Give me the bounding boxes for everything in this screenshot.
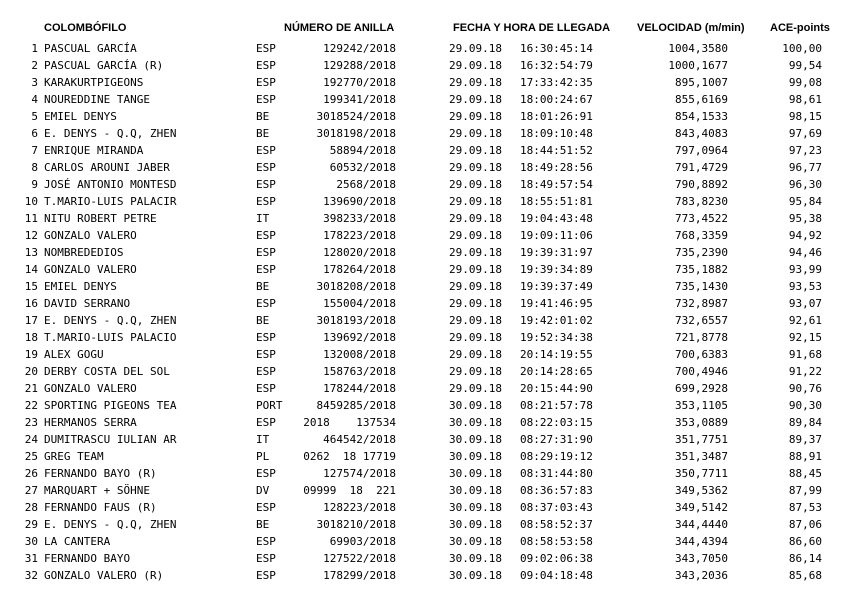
fancier-name-cell: FERNANDO BAYO (R) — [44, 467, 157, 480]
country-cell: PL — [256, 450, 270, 463]
table-row — [0, 210, 863, 227]
ace-points-cell: 98,15 — [788, 110, 822, 123]
arrival-time-cell: 17:33:42:35 — [520, 76, 593, 89]
arrival-time-cell: 08:36:57:83 — [520, 484, 593, 497]
ring-number-cell: 178244/2018 — [323, 382, 396, 395]
rank-cell: 9 — [31, 178, 38, 191]
arrival-date-cell: 29.09.18 — [449, 263, 502, 276]
arrival-date-cell: 30.09.18 — [449, 416, 502, 429]
speed-cell: 353,1105 — [675, 399, 728, 412]
rank-cell: 16 — [24, 297, 38, 310]
country-cell: BE — [256, 110, 270, 123]
table-row — [0, 499, 863, 516]
table-row — [0, 261, 863, 278]
fancier-name-cell: EMIEL DENYS — [44, 280, 117, 293]
rank-cell: 7 — [31, 144, 38, 157]
country-cell: ESP — [256, 416, 276, 429]
speed-cell: 843,4083 — [675, 127, 728, 140]
ace-points-cell: 91,68 — [788, 348, 822, 361]
arrival-time-cell: 09:02:06:38 — [520, 552, 593, 565]
table-row — [0, 414, 863, 431]
fancier-name-cell: HERMANOS SERRA — [44, 416, 137, 429]
arrival-date-cell: 29.09.18 — [449, 161, 502, 174]
ring-number-cell: 2018 137534 — [303, 416, 396, 429]
ring-number-cell: 127574/2018 — [323, 467, 396, 480]
rank-cell: 20 — [24, 365, 38, 378]
arrival-time-cell: 08:27:31:90 — [520, 433, 593, 446]
arrival-time-cell: 18:49:28:56 — [520, 161, 593, 174]
arrival-time-cell: 20:14:19:55 — [520, 348, 593, 361]
rank-cell: 22 — [24, 399, 38, 412]
rank-cell: 2 — [31, 59, 38, 72]
arrival-time-cell: 08:58:53:58 — [520, 535, 593, 548]
country-cell: ESP — [256, 76, 276, 89]
speed-cell: 895,1007 — [675, 76, 728, 89]
arrival-date-cell: 30.09.18 — [449, 484, 502, 497]
country-cell: ESP — [256, 229, 276, 242]
fancier-name-cell: NITU ROBERT PETRE — [44, 212, 157, 225]
table-row — [0, 533, 863, 550]
ring-number-cell: 398233/2018 — [323, 212, 396, 225]
speed-cell: 699,2928 — [675, 382, 728, 395]
fancier-name-cell: EMIEL DENYS — [44, 110, 117, 123]
arrival-date-cell: 30.09.18 — [449, 569, 502, 582]
ace-points-cell: 88,91 — [788, 450, 822, 463]
rank-cell: 18 — [24, 331, 38, 344]
ring-number-cell: 0262 18 17719 — [303, 450, 396, 463]
table-row — [0, 142, 863, 159]
country-cell: BE — [256, 127, 270, 140]
fancier-name-cell: ENRIQUE MIRANDA — [44, 144, 144, 157]
speed-cell: 783,8230 — [675, 195, 728, 208]
table-row — [0, 40, 863, 57]
table-row — [0, 363, 863, 380]
table-row — [0, 244, 863, 261]
header-arrival-datetime: FECHA Y HORA DE LLEGADA — [453, 22, 611, 34]
ace-points-cell: 94,46 — [788, 246, 822, 259]
country-cell: PORT — [256, 399, 283, 412]
arrival-time-cell: 08:58:52:37 — [520, 518, 593, 531]
table-row — [0, 159, 863, 176]
fancier-name-cell: T.MARIO-LUIS PALACIO — [44, 331, 177, 344]
header-ring-number: NÚMERO DE ANILLA — [284, 22, 395, 34]
ace-points-cell: 89,84 — [788, 416, 822, 429]
country-cell: ESP — [256, 263, 276, 276]
arrival-date-cell: 29.09.18 — [449, 93, 502, 106]
arrival-date-cell: 29.09.18 — [449, 76, 502, 89]
speed-cell: 721,8778 — [675, 331, 728, 344]
rank-cell: 23 — [24, 416, 38, 429]
table-row — [0, 176, 863, 193]
fancier-name-cell: NOMBREDEDIOS — [44, 246, 124, 259]
rank-cell: 13 — [24, 246, 38, 259]
speed-cell: 1000,1677 — [668, 59, 728, 72]
arrival-time-cell: 08:22:03:15 — [520, 416, 593, 429]
arrival-time-cell: 18:44:51:52 — [520, 144, 593, 157]
table-row — [0, 550, 863, 567]
speed-cell: 855,6169 — [675, 93, 728, 106]
ring-number-cell: 128020/2018 — [323, 246, 396, 259]
arrival-date-cell: 29.09.18 — [449, 348, 502, 361]
fancier-name-cell: NOUREDDINE TANGE — [44, 93, 150, 106]
ring-number-cell: 69903/2018 — [329, 535, 396, 548]
speed-cell: 343,7050 — [675, 552, 728, 565]
rank-cell: 1 — [31, 42, 38, 55]
ace-points-cell: 98,61 — [788, 93, 822, 106]
rank-cell: 25 — [24, 450, 38, 463]
ace-points-cell: 92,61 — [788, 314, 822, 327]
arrival-time-cell: 19:09:11:06 — [520, 229, 593, 242]
rank-cell: 30 — [24, 535, 38, 548]
arrival-time-cell: 18:00:24:67 — [520, 93, 593, 106]
header-speed: VELOCIDAD (m/min) — [637, 22, 745, 34]
ace-points-cell: 87,99 — [788, 484, 822, 497]
ace-points-cell: 94,92 — [788, 229, 822, 242]
fancier-name-cell: PASCUAL GARCÍA (R) — [44, 59, 164, 72]
ace-points-cell: 99,54 — [788, 59, 822, 72]
rank-cell: 29 — [24, 518, 38, 531]
arrival-time-cell: 19:42:01:02 — [520, 314, 593, 327]
table-row — [0, 108, 863, 125]
table-row — [0, 57, 863, 74]
table-row — [0, 346, 863, 363]
arrival-date-cell: 29.09.18 — [449, 59, 502, 72]
country-cell: ESP — [256, 348, 276, 361]
fancier-name-cell: MARQUART + SÖHNE — [44, 484, 150, 497]
ring-number-cell: 132008/2018 — [323, 348, 396, 361]
table-row — [0, 125, 863, 142]
ring-number-cell: 139692/2018 — [323, 331, 396, 344]
country-cell: ESP — [256, 365, 276, 378]
table-row — [0, 482, 863, 499]
fancier-name-cell: E. DENYS - Q.Q, ZHEN — [44, 314, 177, 327]
arrival-date-cell: 29.09.18 — [449, 382, 502, 395]
ace-points-cell: 93,07 — [788, 297, 822, 310]
speed-cell: 700,4946 — [675, 365, 728, 378]
speed-cell: 735,1430 — [675, 280, 728, 293]
speed-cell: 797,0964 — [675, 144, 728, 157]
fancier-name-cell: KARAKURTPIGEONS — [44, 76, 144, 89]
table-row — [0, 465, 863, 482]
arrival-time-cell: 08:31:44:80 — [520, 467, 593, 480]
arrival-date-cell: 29.09.18 — [449, 127, 502, 140]
ring-number-cell: 3018208/2018 — [316, 280, 396, 293]
ring-number-cell: 199341/2018 — [323, 93, 396, 106]
ring-number-cell: 178223/2018 — [323, 229, 396, 242]
country-cell: ESP — [256, 178, 276, 191]
arrival-date-cell: 29.09.18 — [449, 314, 502, 327]
arrival-date-cell: 29.09.18 — [449, 331, 502, 344]
ring-number-cell: 3018524/2018 — [316, 110, 396, 123]
arrival-date-cell: 29.09.18 — [449, 297, 502, 310]
country-cell: ESP — [256, 59, 276, 72]
arrival-time-cell: 19:52:34:38 — [520, 331, 593, 344]
speed-cell: 351,7751 — [675, 433, 728, 446]
ace-points-cell: 95,38 — [788, 212, 822, 225]
rank-cell: 24 — [24, 433, 38, 446]
ace-points-cell: 96,77 — [788, 161, 822, 174]
ace-points-cell: 93,53 — [788, 280, 822, 293]
header-colombofilo: COLOMBÓFILO — [44, 22, 127, 34]
fancier-name-cell: JOSÉ ANTONIO MONTESD — [44, 178, 177, 191]
fancier-name-cell: GONZALO VALERO — [44, 263, 137, 276]
speed-cell: 768,3359 — [675, 229, 728, 242]
ace-points-cell: 90,30 — [788, 399, 822, 412]
table-row — [0, 74, 863, 91]
fancier-name-cell: GREG TEAM — [44, 450, 104, 463]
arrival-time-cell: 19:39:37:49 — [520, 280, 593, 293]
speed-cell: 350,7711 — [675, 467, 728, 480]
speed-cell: 1004,3580 — [668, 42, 728, 55]
speed-cell: 349,5142 — [675, 501, 728, 514]
ring-number-cell: 60532/2018 — [329, 161, 396, 174]
table-row — [0, 91, 863, 108]
arrival-time-cell: 08:21:57:78 — [520, 399, 593, 412]
ace-points-cell: 88,45 — [788, 467, 822, 480]
country-cell: BE — [256, 518, 270, 531]
results-table — [0, 40, 863, 584]
ace-points-cell: 86,60 — [788, 535, 822, 548]
arrival-date-cell: 30.09.18 — [449, 535, 502, 548]
country-cell: ESP — [256, 569, 276, 582]
arrival-date-cell: 30.09.18 — [449, 501, 502, 514]
table-row — [0, 312, 863, 329]
arrival-date-cell: 29.09.18 — [449, 280, 502, 293]
arrival-time-cell: 19:39:34:89 — [520, 263, 593, 276]
rank-cell: 26 — [24, 467, 38, 480]
ring-number-cell: 3018193/2018 — [316, 314, 396, 327]
ace-points-cell: 99,08 — [788, 76, 822, 89]
arrival-time-cell: 19:41:46:95 — [520, 297, 593, 310]
speed-cell: 732,8987 — [675, 297, 728, 310]
ring-number-cell: 09999 18 221 — [303, 484, 396, 497]
speed-cell: 343,2036 — [675, 569, 728, 582]
rank-cell: 27 — [24, 484, 38, 497]
arrival-date-cell: 30.09.18 — [449, 399, 502, 412]
table-row — [0, 397, 863, 414]
fancier-name-cell: PASCUAL GARCÍA — [44, 42, 137, 55]
ring-number-cell: 155004/2018 — [323, 297, 396, 310]
rank-cell: 6 — [31, 127, 38, 140]
arrival-time-cell: 20:15:44:90 — [520, 382, 593, 395]
table-row — [0, 295, 863, 312]
rank-cell: 14 — [24, 263, 38, 276]
arrival-date-cell: 29.09.18 — [449, 212, 502, 225]
speed-cell: 344,4394 — [675, 535, 728, 548]
table-row — [0, 567, 863, 584]
arrival-date-cell: 29.09.18 — [449, 110, 502, 123]
ring-number-cell: 129242/2018 — [323, 42, 396, 55]
ace-points-cell: 89,37 — [788, 433, 822, 446]
rank-cell: 21 — [24, 382, 38, 395]
speed-cell: 791,4729 — [675, 161, 728, 174]
arrival-time-cell: 08:29:19:12 — [520, 450, 593, 463]
arrival-time-cell: 08:37:03:43 — [520, 501, 593, 514]
ring-number-cell: 129288/2018 — [323, 59, 396, 72]
rank-cell: 32 — [24, 569, 38, 582]
country-cell: ESP — [256, 93, 276, 106]
country-cell: IT — [256, 212, 270, 225]
fancier-name-cell: FERNANDO BAYO — [44, 552, 131, 565]
country-cell: BE — [256, 314, 270, 327]
table-row — [0, 516, 863, 533]
table-row — [0, 380, 863, 397]
arrival-date-cell: 30.09.18 — [449, 467, 502, 480]
arrival-date-cell: 29.09.18 — [449, 42, 502, 55]
ace-points-cell: 87,06 — [788, 518, 822, 531]
speed-cell: 732,6557 — [675, 314, 728, 327]
arrival-time-cell: 20:14:28:65 — [520, 365, 593, 378]
arrival-date-cell: 30.09.18 — [449, 518, 502, 531]
header-ace-points: ACE-points — [770, 22, 830, 34]
ring-number-cell: 178299/2018 — [323, 569, 396, 582]
ring-number-cell: 3018210/2018 — [316, 518, 396, 531]
ace-points-cell: 90,76 — [788, 382, 822, 395]
arrival-time-cell: 19:04:43:48 — [520, 212, 593, 225]
fancier-name-cell: ALEX GOGU — [44, 348, 104, 361]
speed-cell: 344,4440 — [675, 518, 728, 531]
country-cell: DV — [256, 484, 270, 497]
rank-cell: 5 — [31, 110, 38, 123]
fancier-name-cell: E. DENYS - Q.Q, ZHEN — [44, 127, 177, 140]
country-cell: ESP — [256, 297, 276, 310]
fancier-name-cell: T.MARIO-LUIS PALACIR — [44, 195, 177, 208]
country-cell: ESP — [256, 42, 276, 55]
ring-number-cell: 128223/2018 — [323, 501, 396, 514]
arrival-time-cell: 18:01:26:91 — [520, 110, 593, 123]
arrival-date-cell: 29.09.18 — [449, 178, 502, 191]
ring-number-cell: 3018198/2018 — [316, 127, 396, 140]
country-cell: ESP — [256, 535, 276, 548]
speed-cell: 351,3487 — [675, 450, 728, 463]
fancier-name-cell: CARLOS AROUNI JABER — [44, 161, 170, 174]
rank-cell: 17 — [24, 314, 38, 327]
ace-points-cell: 100,00 — [782, 42, 822, 55]
arrival-time-cell: 16:30:45:14 — [520, 42, 593, 55]
ring-number-cell: 464542/2018 — [323, 433, 396, 446]
ace-points-cell: 97,23 — [788, 144, 822, 157]
rank-cell: 31 — [24, 552, 38, 565]
arrival-time-cell: 19:39:31:97 — [520, 246, 593, 259]
arrival-date-cell: 29.09.18 — [449, 229, 502, 242]
arrival-date-cell: 29.09.18 — [449, 246, 502, 259]
ace-points-cell: 92,15 — [788, 331, 822, 344]
fancier-name-cell: GONZALO VALERO — [44, 382, 137, 395]
rank-cell: 28 — [24, 501, 38, 514]
country-cell: IT — [256, 433, 270, 446]
country-cell: ESP — [256, 467, 276, 480]
ring-number-cell: 158763/2018 — [323, 365, 396, 378]
country-cell: ESP — [256, 552, 276, 565]
arrival-time-cell: 18:49:57:54 — [520, 178, 593, 191]
ace-points-cell: 91,22 — [788, 365, 822, 378]
table-row — [0, 448, 863, 465]
arrival-date-cell: 29.09.18 — [449, 365, 502, 378]
ring-number-cell: 139690/2018 — [323, 195, 396, 208]
country-cell: ESP — [256, 331, 276, 344]
arrival-time-cell: 18:09:10:48 — [520, 127, 593, 140]
ace-points-cell: 95,84 — [788, 195, 822, 208]
speed-cell: 854,1533 — [675, 110, 728, 123]
arrival-date-cell: 30.09.18 — [449, 450, 502, 463]
speed-cell: 735,1882 — [675, 263, 728, 276]
rank-cell: 4 — [31, 93, 38, 106]
fancier-name-cell: SPORTING PIGEONS TEA — [44, 399, 177, 412]
speed-cell: 735,2390 — [675, 246, 728, 259]
speed-cell: 353,0889 — [675, 416, 728, 429]
arrival-time-cell: 09:04:18:48 — [520, 569, 593, 582]
table-row — [0, 329, 863, 346]
speed-cell: 700,6383 — [675, 348, 728, 361]
arrival-date-cell: 30.09.18 — [449, 433, 502, 446]
ring-number-cell: 58894/2018 — [329, 144, 396, 157]
ace-points-cell: 97,69 — [788, 127, 822, 140]
fancier-name-cell: GONZALO VALERO (R) — [44, 569, 164, 582]
arrival-time-cell: 18:55:51:81 — [520, 195, 593, 208]
country-cell: ESP — [256, 501, 276, 514]
ace-points-cell: 87,53 — [788, 501, 822, 514]
country-cell: BE — [256, 280, 270, 293]
fancier-name-cell: GONZALO VALERO — [44, 229, 137, 242]
fancier-name-cell: DERBY COSTA DEL SOL — [44, 365, 170, 378]
arrival-date-cell: 29.09.18 — [449, 195, 502, 208]
arrival-date-cell: 30.09.18 — [449, 552, 502, 565]
ring-number-cell: 178264/2018 — [323, 263, 396, 276]
speed-cell: 790,8892 — [675, 178, 728, 191]
country-cell: ESP — [256, 144, 276, 157]
ring-number-cell: 192770/2018 — [323, 76, 396, 89]
fancier-name-cell: LA CANTERA — [44, 535, 111, 548]
fancier-name-cell: E. DENYS - Q.Q, ZHEN — [44, 518, 177, 531]
fancier-name-cell: DUMITRASCU IULIAN AR — [44, 433, 177, 446]
ace-points-cell: 96,30 — [788, 178, 822, 191]
arrival-time-cell: 16:32:54:79 — [520, 59, 593, 72]
rank-cell: 10 — [24, 195, 38, 208]
rank-cell: 8 — [31, 161, 38, 174]
rank-cell: 19 — [24, 348, 38, 361]
fancier-name-cell: FERNANDO FAUS (R) — [44, 501, 157, 514]
table-row — [0, 193, 863, 210]
country-cell: ESP — [256, 195, 276, 208]
table-row — [0, 431, 863, 448]
ace-points-cell: 85,68 — [788, 569, 822, 582]
country-cell: ESP — [256, 382, 276, 395]
rank-cell: 12 — [24, 229, 38, 242]
rank-cell: 3 — [31, 76, 38, 89]
arrival-date-cell: 29.09.18 — [449, 144, 502, 157]
fancier-name-cell: DAVID SERRANO — [44, 297, 131, 310]
country-cell: ESP — [256, 161, 276, 174]
rank-cell: 11 — [24, 212, 38, 225]
ring-number-cell: 2568/2018 — [336, 178, 396, 191]
ace-points-cell: 86,14 — [788, 552, 822, 565]
country-cell: ESP — [256, 246, 276, 259]
ring-number-cell: 127522/2018 — [323, 552, 396, 565]
table-row — [0, 227, 863, 244]
speed-cell: 349,5362 — [675, 484, 728, 497]
speed-cell: 773,4522 — [675, 212, 728, 225]
ace-points-cell: 93,99 — [788, 263, 822, 276]
ring-number-cell: 8459285/2018 — [316, 399, 396, 412]
rank-cell: 15 — [24, 280, 38, 293]
table-row — [0, 278, 863, 295]
